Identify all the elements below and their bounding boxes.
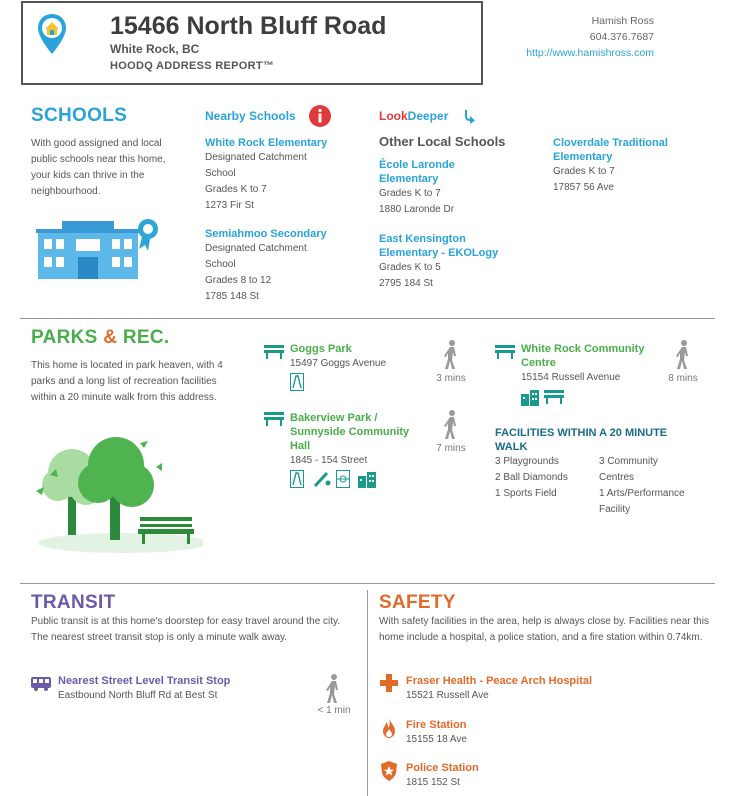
safety-item-fire	[406, 718, 467, 748]
park-2	[290, 411, 440, 469]
safety-address: 1815 152 St	[406, 777, 460, 788]
facilities-title-line: FACILITIES WITHIN A 20 MINUTE	[495, 427, 668, 439]
community-centre-icon	[521, 388, 539, 406]
safety-address: 15155 18 Ave	[406, 734, 467, 745]
other-school-2	[379, 232, 544, 292]
facility-item: 2 Ball Diamonds	[495, 472, 568, 483]
deeper-text: Deeper	[407, 109, 449, 123]
agent-phone: 604.376.7687	[589, 31, 654, 43]
park-name[interactable]: Sunnyside Community	[290, 426, 410, 438]
school-name[interactable]: White Rock Elementary	[205, 137, 328, 149]
park-1	[290, 342, 430, 372]
school-name[interactable]: Semiahmoo Secondary	[205, 228, 327, 240]
safety-name[interactable]: Police Station	[406, 762, 479, 774]
section-divider	[20, 318, 715, 319]
facilities-title	[495, 426, 667, 454]
playground-slide-icon	[290, 470, 304, 488]
police-badge-icon	[381, 761, 397, 781]
safety-title: SAFETY	[379, 592, 456, 613]
safety-item-police	[406, 761, 479, 791]
column-divider	[367, 590, 368, 796]
walk-time: < 1 min	[317, 705, 351, 716]
walking-person-icon	[443, 410, 461, 440]
school-address: 2795 184 St	[379, 278, 433, 289]
park-trees-illustration	[28, 425, 203, 555]
facility-item: Centres	[599, 472, 635, 483]
school-name[interactable]: Elementary	[379, 173, 439, 185]
safety-name[interactable]: Fraser Health - Peace Arch Hospital	[406, 675, 593, 687]
community-centre-icon	[358, 470, 376, 488]
park-name[interactable]: White Rock Community	[521, 343, 645, 355]
walk-time: 3 mins	[436, 373, 466, 384]
school-name[interactable]: Elementary - EKOLogy	[379, 247, 499, 259]
park-address: 1845 - 154 Street	[290, 455, 368, 466]
nearby-school-2	[205, 227, 370, 305]
parks-title-a: PARKS	[31, 327, 98, 348]
school-grades: Grades K to 7	[205, 184, 267, 195]
school-name[interactable]: Cloverdale Traditional	[553, 137, 668, 149]
hospital-cross-icon	[380, 674, 398, 692]
school-grades: Grades K to 5	[379, 262, 441, 273]
transit-description: Public transit is at this home's doorstep for easy travel around the city. The nearest street transit stop is only a minute walk away.	[31, 616, 341, 643]
bench-icon	[544, 390, 564, 404]
other-school-3	[553, 136, 723, 196]
walk-time: 7 mins	[436, 443, 466, 454]
facility-item: 3 Community	[599, 456, 658, 467]
school-type: Designated Catchment	[205, 152, 307, 163]
facilities-list-2	[599, 454, 709, 518]
parks-description: This home is located in park heaven, with 4 parks and a long list of recreation facilities within a 20 minute walk from this address.	[31, 360, 223, 403]
school-name[interactable]: East Kensington	[379, 233, 466, 245]
info-icon[interactable]	[308, 104, 332, 128]
parks-title	[31, 327, 169, 349]
other-school-1	[379, 158, 544, 218]
school-address: 1880 Laronde Dr	[379, 204, 455, 215]
school-type: School	[205, 168, 236, 179]
park-name[interactable]: Hall	[290, 440, 311, 452]
park-name[interactable]: Goggs Park	[290, 343, 352, 355]
safety-item-hospital	[406, 674, 592, 704]
address-title: 15466 North Bluff Road	[110, 12, 387, 40]
section-divider	[20, 583, 715, 584]
agent-name: Hamish Ross	[591, 15, 654, 27]
house-pin-icon	[37, 13, 67, 55]
nearby-schools-label: Nearby Schools	[205, 109, 296, 123]
facilities-title-line: WALK	[495, 441, 528, 453]
school-building-icon	[32, 215, 167, 283]
parks-title-c: REC.	[122, 327, 170, 348]
facility-item: 1 Sports Field	[495, 488, 557, 499]
arrow-down-icon	[464, 110, 476, 124]
agent-info	[526, 13, 654, 61]
park-address: 15497 Goggs Avenue	[290, 358, 387, 369]
school-name[interactable]: Elementary	[553, 151, 613, 163]
school-grades: Grades K to 7	[553, 166, 615, 177]
school-address: 17857 56 Ave	[553, 182, 614, 193]
fire-icon	[382, 718, 396, 738]
facilities-list-1	[495, 454, 595, 502]
transit-stop-label[interactable]: Nearest Street Level Transit Stop	[58, 675, 231, 687]
school-type: School	[205, 259, 236, 270]
parks-title-amp: &	[103, 327, 118, 348]
school-type: Designated Catchment	[205, 243, 307, 254]
schools-description: With good assigned and local public schools near this home, your kids can thrive in the neighbourhood.	[31, 138, 166, 197]
walking-person-icon	[675, 340, 693, 370]
transit-title: TRANSIT	[31, 592, 116, 613]
safety-address: 15521 Russell Ave	[406, 690, 489, 701]
facility-item: 3 Playgrounds	[495, 456, 559, 467]
park-name[interactable]: Centre	[521, 357, 556, 369]
sports-field-icon	[336, 470, 350, 488]
baseball-bat-icon	[313, 470, 331, 488]
safety-description: With safety facilities in the area, help is always close by. Facilities near this home include a hospital, a police station, and a fire station within 0.74km.	[379, 616, 709, 643]
school-address: 1785 148 St	[205, 291, 259, 302]
transit-stop-address: Eastbound North Bluff Rd at Best St	[58, 690, 218, 701]
walking-person-icon	[325, 674, 343, 704]
school-name[interactable]: École Laronde	[379, 159, 455, 171]
report-label: HOODQ ADDRESS REPORT™	[110, 60, 275, 72]
walk-time: 8 mins	[668, 373, 698, 384]
walking-person-icon	[443, 340, 461, 370]
look-deeper-label[interactable]	[379, 109, 448, 123]
park-3	[521, 342, 671, 386]
agent-url-link[interactable]: http://www.hamishross.com	[526, 47, 654, 59]
nearby-school-1	[205, 136, 370, 214]
safety-name[interactable]: Fire Station	[406, 719, 467, 731]
other-schools-label: Other Local Schools	[379, 134, 506, 149]
school-grades: Grades K to 7	[379, 188, 441, 199]
park-name[interactable]: Bakerview Park /	[290, 412, 378, 424]
school-grades: Grades 8 to 12	[205, 275, 272, 286]
facility-item: Facility	[599, 504, 631, 515]
park-address: 15154 Russell Avenue	[521, 372, 621, 383]
bus-icon	[31, 677, 51, 691]
playground-slide-icon	[290, 373, 304, 391]
schools-title: SCHOOLS	[31, 105, 128, 126]
facility-item: 1 Arts/Performance	[599, 488, 685, 499]
school-address: 1273 Fir St	[205, 200, 254, 211]
address-city: White Rock, BC	[110, 42, 200, 56]
bench-icon	[495, 345, 515, 359]
bench-icon	[264, 345, 284, 359]
look-text: Look	[379, 109, 408, 123]
bench-icon	[264, 412, 284, 426]
